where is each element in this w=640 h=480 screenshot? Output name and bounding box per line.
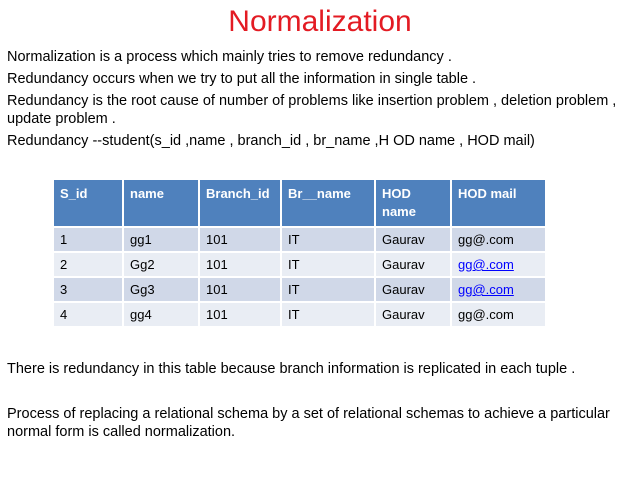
- mail-text: gg@.com: [458, 232, 514, 247]
- table-cell: Gg3: [124, 278, 198, 301]
- table-cell: IT: [282, 303, 374, 326]
- table-cell: 1: [54, 228, 122, 251]
- body-line: Normalization is a process which mainly tries to remove redundancy .: [7, 49, 452, 65]
- table-cell: 3: [54, 278, 122, 301]
- body-line: Redundancy occurs when we try to put all the information in single table .: [7, 71, 477, 87]
- body-line: Redundancy --student(s_id ,name , branch_id , br_name ,H OD name , HOD mail): [7, 133, 535, 149]
- table-row: [54, 228, 545, 251]
- table-row: [54, 278, 545, 301]
- mail-link[interactable]: gg@.com: [458, 257, 514, 272]
- body-line: Redundancy is the root cause of number of problems like insertion problem , deletion problem , update problem .: [7, 93, 617, 127]
- column-header-hod-name: HOD name: [376, 180, 450, 226]
- mail-text: gg@.com: [458, 307, 514, 322]
- column-header-name: name: [124, 180, 198, 226]
- table-cell: 101: [200, 228, 280, 251]
- body-text: [7, 48, 627, 154]
- table-row: [54, 303, 545, 326]
- table-header-row: [54, 180, 545, 226]
- column-header-s-id: S_id: [54, 180, 122, 226]
- table-cell: [452, 253, 545, 276]
- table-cell: [452, 303, 545, 326]
- table-cell: 4: [54, 303, 122, 326]
- table-cell: IT: [282, 228, 374, 251]
- table-cell: Gaurav: [376, 303, 450, 326]
- note-redundancy: There is redundancy in this table because branch information is replicated in each tuple .: [7, 361, 576, 377]
- table-cell: [452, 278, 545, 301]
- table-cell: Gaurav: [376, 228, 450, 251]
- table-cell: [452, 228, 545, 251]
- column-header-branch-id: Branch_id: [200, 180, 280, 226]
- table-cell: IT: [282, 278, 374, 301]
- column-header-hod-mail: HOD mail: [452, 180, 545, 226]
- table-cell: gg4: [124, 303, 198, 326]
- table-cell: Gaurav: [376, 278, 450, 301]
- table-row: [54, 253, 545, 276]
- note-definition: Process of replacing a relational schema by a set of relational schemas to achieve a particular normal form is called normalization.: [7, 406, 610, 440]
- slide-title: Normalization: [228, 5, 412, 38]
- table-cell: gg1: [124, 228, 198, 251]
- table-cell: Gg2: [124, 253, 198, 276]
- table-cell: Gaurav: [376, 253, 450, 276]
- table-cell: 101: [200, 278, 280, 301]
- table-cell: IT: [282, 253, 374, 276]
- student-table: [52, 178, 547, 328]
- table-cell: 101: [200, 253, 280, 276]
- mail-link[interactable]: gg@.com: [458, 282, 514, 297]
- table-cell: 101: [200, 303, 280, 326]
- table-cell: 2: [54, 253, 122, 276]
- column-header-br-name: Br__name: [282, 180, 374, 226]
